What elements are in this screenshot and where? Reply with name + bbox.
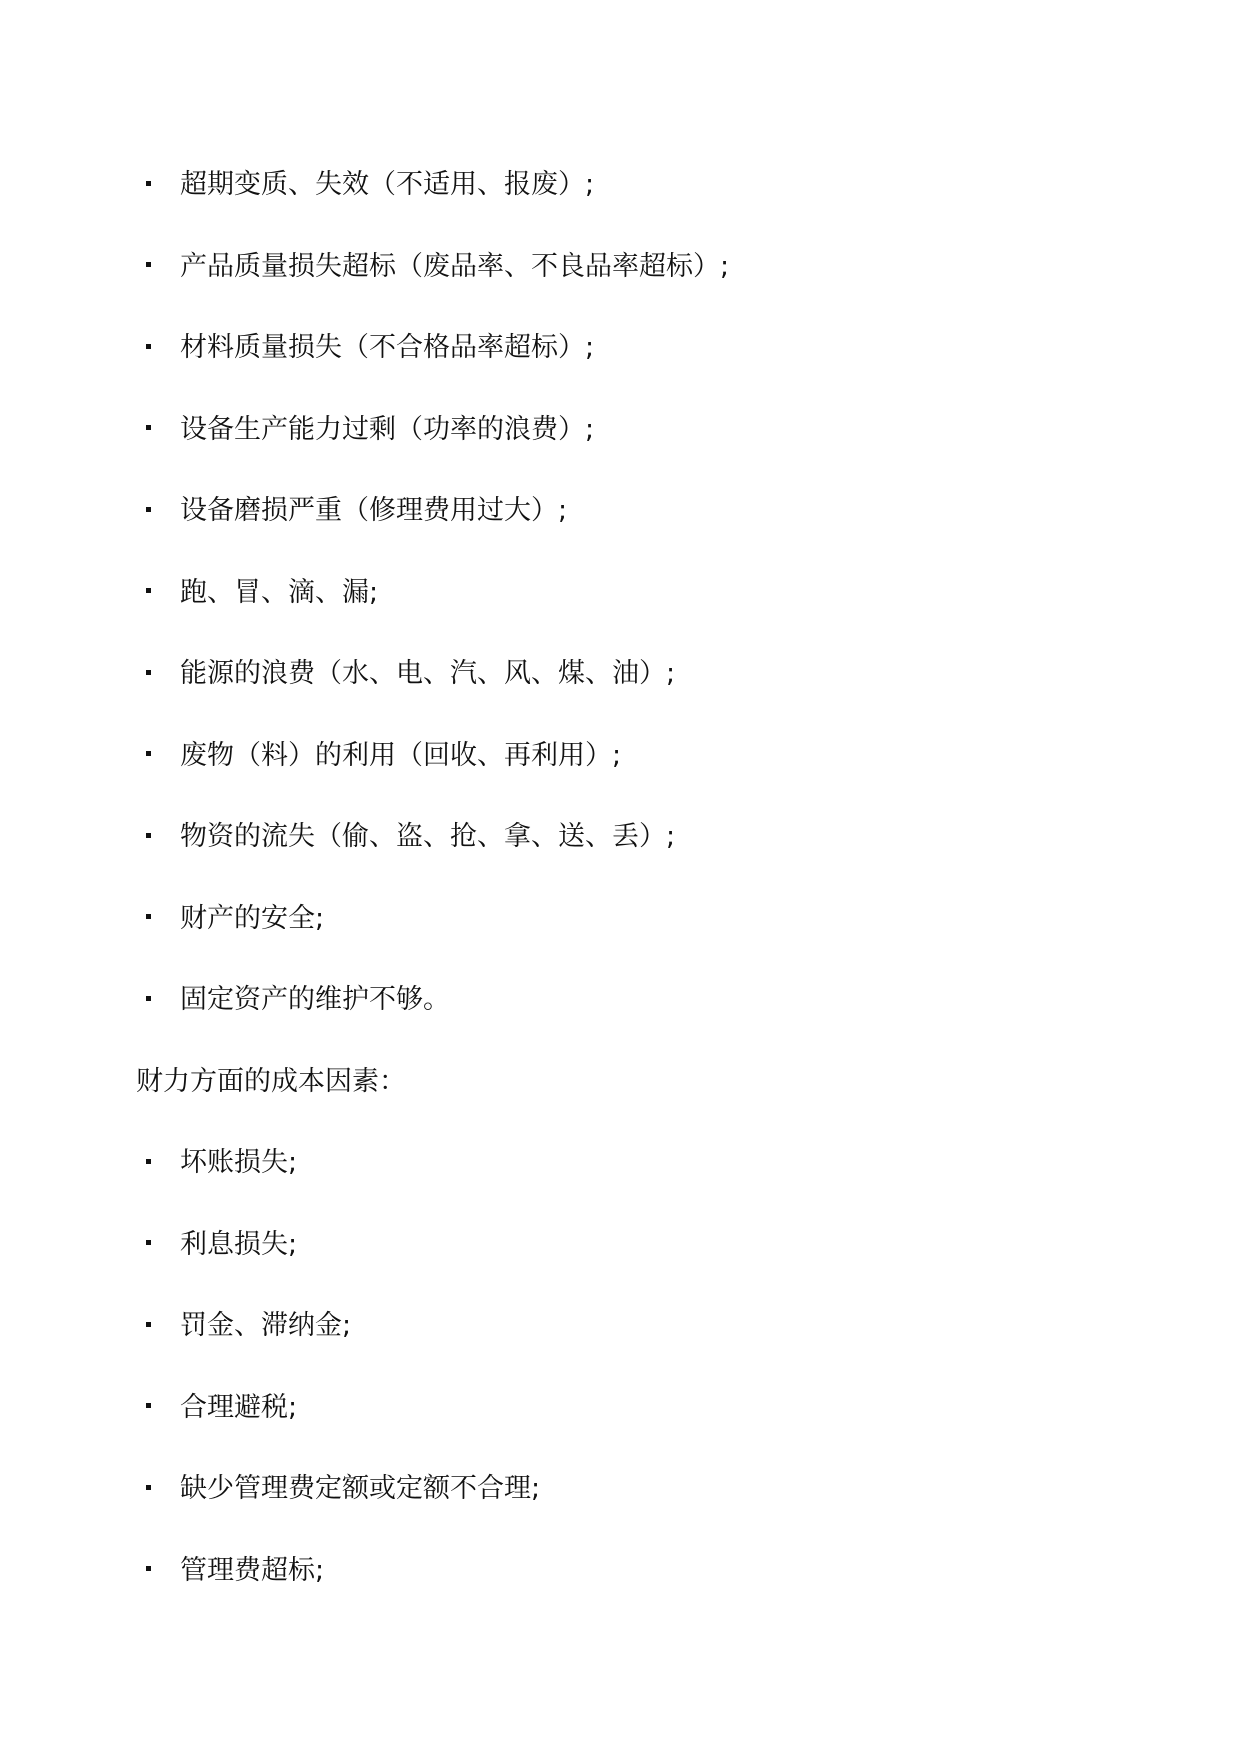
section-heading-text: 财力方面的成本因素：: [136, 1065, 406, 1097]
list-item-text: 产品质量损失超标（废品率、不良品率超标）;: [180, 250, 730, 282]
bullet-icon: [136, 1227, 180, 1263]
bullet-icon: [136, 901, 180, 937]
bullet-icon: [136, 1390, 180, 1426]
document-body: [136, 167, 1136, 1634]
list-item-text: 利息损失;: [180, 1228, 298, 1260]
list-item-text: 材料质量损失（不合格品率超标）;: [180, 332, 595, 363]
bullet-icon: [136, 249, 180, 285]
bullet-icon: [136, 167, 180, 203]
list-item-text: 跑、冒、滴、漏;: [180, 576, 379, 608]
bullet-icon: [136, 819, 180, 855]
bullet-icon: [136, 330, 180, 366]
bullet-icon: [136, 493, 180, 529]
bullet-icon: [136, 1145, 180, 1181]
list-item: [136, 575, 1136, 657]
list-item-text: 管理费超标;: [180, 1554, 325, 1586]
bullet-icon: [136, 656, 180, 692]
list-item-text: 固定资产的维护不够。: [180, 984, 450, 1015]
list-item: [136, 249, 1136, 331]
list-item: [136, 656, 1136, 738]
bullet-icon: [136, 412, 180, 448]
list-item: [136, 412, 1136, 494]
list-item-text: 合理避税;: [180, 1391, 298, 1423]
list-item-text: 能源的浪费（水、电、汽、风、煤、油）;: [180, 658, 676, 689]
list-item: [136, 901, 1136, 983]
list-item: [136, 1227, 1136, 1309]
bullet-icon: [136, 738, 180, 774]
list-item: [136, 1471, 1136, 1553]
list-item: [136, 1390, 1136, 1472]
list-item-text: 罚金、滞纳金;: [180, 1310, 352, 1341]
bullet-icon: [136, 1553, 180, 1589]
list-item: [136, 738, 1136, 820]
list-item-text: 物资的流失（偷、盗、抢、拿、送、丢）;: [180, 821, 676, 852]
list-item-text: 坏账损失;: [180, 1147, 298, 1178]
list-item: [136, 982, 1136, 1064]
bullet-icon: [136, 1471, 180, 1507]
list-item: [136, 819, 1136, 901]
section-heading: [136, 1064, 1136, 1146]
list-item: [136, 330, 1136, 412]
list-item: [136, 1553, 1136, 1635]
bullet-icon: [136, 1308, 180, 1344]
list-item-text: 设备磨损严重（修理费用过大）;: [180, 495, 568, 526]
list-item-text: 财产的安全;: [180, 902, 325, 934]
list-item-text: 缺少管理费定额或定额不合理;: [180, 1473, 541, 1504]
bullet-icon: [136, 575, 180, 611]
list-item: [136, 493, 1136, 575]
bullet-icon: [136, 982, 180, 1018]
list-item-text: 废物（料）的利用（回收、再利用）;: [180, 739, 622, 771]
list-item-text: 超期变质、失效（不适用、报废）;: [180, 169, 595, 200]
list-item: [136, 1145, 1136, 1227]
list-item-text: 设备生产能力过剩（功率的浪费）;: [180, 413, 595, 445]
list-item: [136, 167, 1136, 249]
list-item: [136, 1308, 1136, 1390]
